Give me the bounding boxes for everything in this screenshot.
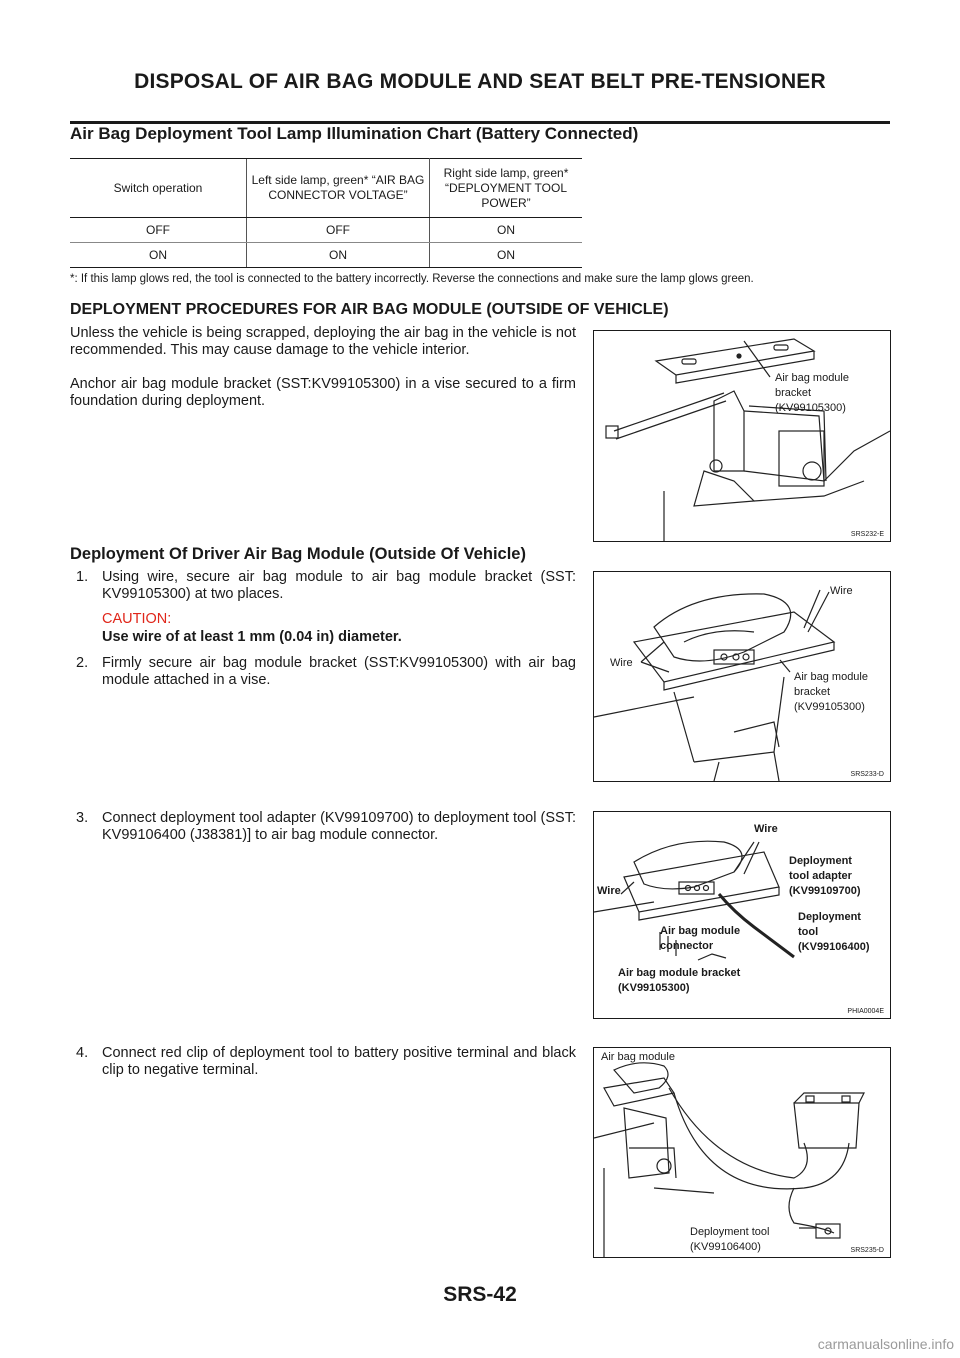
driver-section-heading: Deployment Of Driver Air Bag Module (Outside Of Vehicle)	[70, 545, 526, 563]
wire-label: Wire	[597, 885, 621, 897]
bracket-label: Air bag module bracket (KV99105300)	[794, 671, 868, 713]
figure-battery-connection	[593, 1047, 891, 1258]
figure-code: SRS235-D	[850, 1247, 884, 1254]
step-number: 1.	[76, 569, 89, 585]
step-text: Connect deployment tool adapter (KV99109700) to deployment tool (SST: KV99106400 (J38381)] to air bag module connector.	[102, 810, 576, 843]
caution-text: Use wire of at least 1 mm (0.04 in) diameter.	[102, 629, 402, 645]
table-header-row	[70, 159, 582, 218]
caution-label: CAUTION:	[102, 611, 172, 627]
table-row	[70, 243, 582, 268]
tool-label: Deployment tool (KV99106400)	[798, 911, 870, 953]
lamp-illumination-table	[70, 158, 582, 268]
step-text: Connect red clip of deployment tool to battery positive terminal and black clip to negative terminal.	[102, 1045, 576, 1078]
figure-code: SRS232-E	[850, 531, 884, 538]
table-cell: OFF	[247, 218, 430, 243]
chart-section-heading: Air Bag Deployment Tool Lamp Illumination Chart (Battery Connected)	[70, 124, 639, 143]
adapter-label: Deployment tool adapter (KV99109700)	[789, 855, 861, 897]
column-header: Switch operation	[70, 159, 247, 218]
page-number: SRS-42	[443, 1283, 517, 1306]
figure-code: SRS233-D	[850, 771, 884, 778]
figure-deployment-tool-connection	[593, 811, 891, 1019]
wire-label: Wire	[754, 823, 778, 835]
column-header: Left side lamp, green* “AIR BAG CONNECTOR VOLTAGE”	[247, 159, 430, 218]
bracket-label: Air bag module bracket (KV99105300)	[618, 967, 741, 994]
tool-label: Deployment tool (KV99106400)	[690, 1226, 770, 1253]
watermark: carmanualsonline.info	[817, 1336, 954, 1352]
anchor-paragraph: Anchor air bag module bracket (SST:KV99105300) in a vise secured to a firm foundation during deployment.	[70, 376, 576, 409]
step-text: Using wire, secure air bag module to air bag module bracket (SST: KV99105300) at two places.	[102, 569, 576, 602]
table-cell: ON	[247, 243, 430, 268]
figure-vise-bracket	[593, 330, 891, 542]
intro-paragraph: Unless the vehicle is being scrapped, deploying the air bag in the vehicle is not recommended. This may cause damage to the vehicle interior.	[70, 325, 576, 358]
table-footnote: *: If this lamp glows red, the tool is connected to the battery incorrectly. Reverse the connections and make sure the lamp glows green.	[70, 273, 754, 285]
wire-label: Wire	[610, 657, 633, 669]
figure-code: PHIA0004E	[847, 1008, 884, 1015]
step-number: 2.	[76, 655, 89, 671]
page-title: DISPOSAL OF AIR BAG MODULE AND SEAT BELT PRE-TENSIONER	[134, 70, 826, 93]
column-header: Right side lamp, green* “DEPLOYMENT TOOL POWER”	[430, 159, 583, 218]
step-number: 4.	[76, 1045, 89, 1061]
figure-module-on-bracket	[593, 571, 891, 782]
bracket-label: Air bag module bracket (KV99105300)	[775, 372, 849, 414]
table-cell: ON	[430, 243, 583, 268]
module-label: Air bag module	[601, 1051, 675, 1063]
table-row	[70, 218, 582, 243]
wire-label: Wire	[830, 585, 853, 597]
table-cell: ON	[430, 218, 583, 243]
connector-label: Air bag module connector	[660, 925, 741, 952]
vise-bracket-illustration	[594, 331, 890, 541]
step-text: Firmly secure air bag module bracket (SST:KV99105300) with air bag module attached in a vise.	[102, 655, 576, 688]
procedures-heading: DEPLOYMENT PROCEDURES FOR AIR BAG MODULE (OUTSIDE OF VEHICLE)	[70, 301, 669, 318]
table-cell: ON	[70, 243, 247, 268]
table-cell: OFF	[70, 218, 247, 243]
step-number: 3.	[76, 810, 89, 826]
